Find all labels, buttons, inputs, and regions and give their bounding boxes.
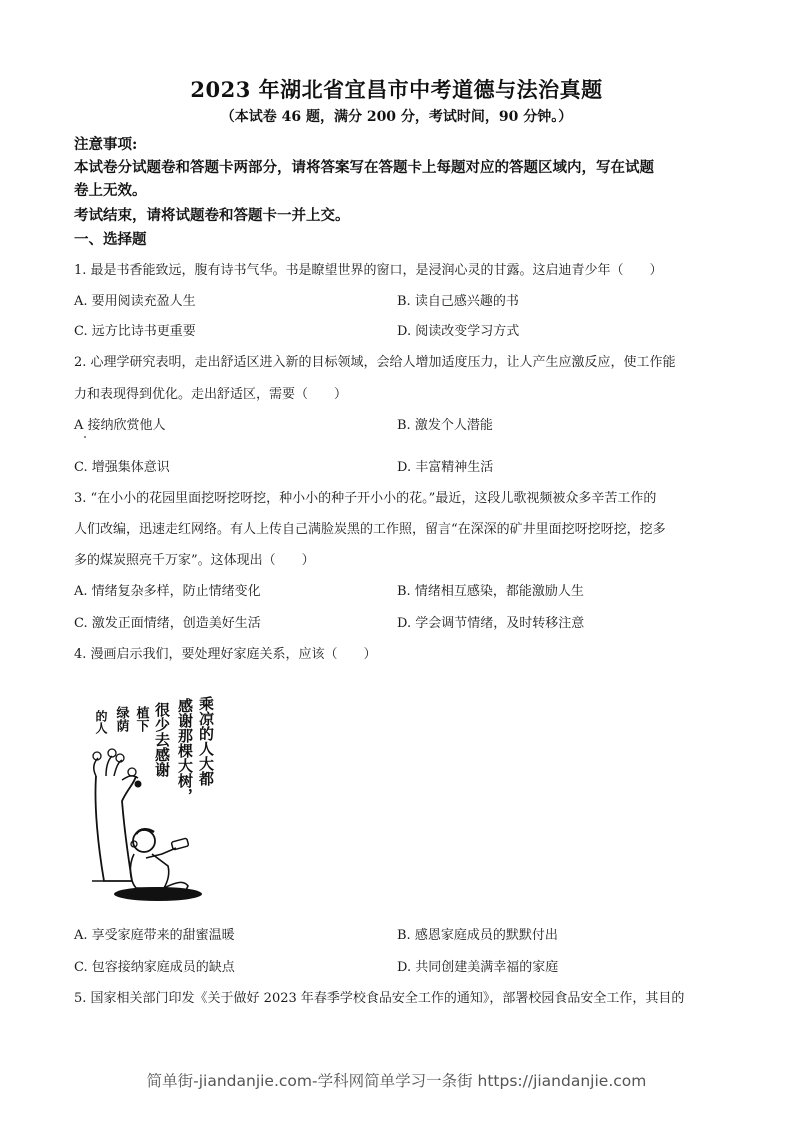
question-4-option-b: B. 感恩家庭成员的默默付出 xyxy=(397,928,558,943)
cartoon-text-col-6: 的人 xyxy=(94,710,108,734)
question-3-option-a: A. 情绪复杂多样，防止情绪变化 xyxy=(74,584,261,599)
question-3-option-b: B. 情绪相互感染，都能激励人生 xyxy=(397,584,584,599)
question-2-stem-line-1: 2. 心理学研究表明，走出舒适区进入新的目标领域，会给人增加适度压力，让人产生应激反应，使工作能 xyxy=(74,355,676,370)
footer-watermark: 简单街-jiandanjie.com-学科网简单学习一条街 https://jiandanjie.com xyxy=(146,1072,647,1090)
cartoon-text-col-2: 感谢那棵大树， xyxy=(176,698,194,803)
stray-dot-mark xyxy=(84,436,86,438)
question-4-option-c: C. 包容接纳家庭成员的缺点 xyxy=(74,960,235,975)
question-2-option-b: B. 激发个人潜能 xyxy=(397,418,493,433)
page-subtitle: （本试卷 46 题，满分 200 分，考试时间，90 分钟。） xyxy=(220,109,573,125)
question-1-stem: 1. 最是书香能致远，腹有诗书气华。书是瞭望世界的窗口，是浸润心灵的甘露。这启迪青少年（ ） xyxy=(74,263,663,278)
question-2-option-a: A 接纳欣赏他人 xyxy=(74,418,166,433)
question-1-option-c: C. 远方比诗书更重要 xyxy=(74,324,196,339)
question-2-option-c: C. 增强集体意识 xyxy=(74,460,170,475)
question-3-stem-line-1: 3. “在小小的花园里面挖呀挖呀挖，种小小的种子开小小的花。”最近，这段儿歌视频被众多辛苦工作的 xyxy=(74,491,657,506)
question-3-option-c: C. 激发正面情绪，创造美好生活 xyxy=(74,616,261,631)
question-4-option-d: D. 共同创建美满幸福的家庭 xyxy=(397,960,559,975)
question-3-stem-line-2: 人们改编，迅速走红网络。有人上传自己满脸炭黑的工作照，留言“在深深的矿井里面挖呀挖呀挖，挖多 xyxy=(74,522,666,537)
question-4-option-a: A. 享受家庭带来的甜蜜温暖 xyxy=(74,928,235,943)
page-title: 2023 年湖北省宜昌市中考道德与法治真题 xyxy=(190,77,603,102)
cartoon-text-col-5: 绿荫 xyxy=(113,706,129,732)
cartoon-illustration xyxy=(84,676,244,906)
question-2-stem-line-2: 力和表现得到优化。走出舒适区，需要（ ） xyxy=(74,387,348,402)
question-1-option-b: B. 读自己感兴趣的书 xyxy=(397,294,519,309)
cartoon-text-col-4: 植下 xyxy=(133,706,149,732)
notice-heading: 注意事项: xyxy=(74,136,138,153)
cartoon-text-col-1: 乘凉的人大都 xyxy=(197,696,215,786)
cartoon-text-col-3: 很少去感谢 xyxy=(153,702,171,777)
question-4-stem: 4. 漫画启示我们，要处理好家庭关系，应该（ ） xyxy=(74,647,377,662)
question-2-option-d: D. 丰富精神生活 xyxy=(397,460,494,475)
notice-line-2: 卷上无效。 xyxy=(74,182,147,199)
section-heading: 一、选择题 xyxy=(74,231,147,248)
question-1-option-a: A. 要用阅读充盈人生 xyxy=(74,294,196,309)
question-3-stem-line-3: 多的煤炭照亮千万家”。这体现出（ ） xyxy=(74,553,315,568)
question-3-option-d: D. 学会调节情绪，及时转移注意 xyxy=(397,616,585,631)
question-1-option-d: D. 阅读改变学习方式 xyxy=(397,324,520,339)
question-5-stem: 5. 国家相关部门印发《关于做好 2023 年春季学校食品安全工作的通知》，部署校园食品安全工作，其目的 xyxy=(74,991,685,1006)
notice-line-1: 本试卷分试题卷和答题卡两部分，请将答案写在答题卡上每题对应的答题区域内，写在试题 xyxy=(74,159,654,176)
notice-line-3: 考试结束，请将试题卷和答题卡一并上交。 xyxy=(74,207,350,224)
